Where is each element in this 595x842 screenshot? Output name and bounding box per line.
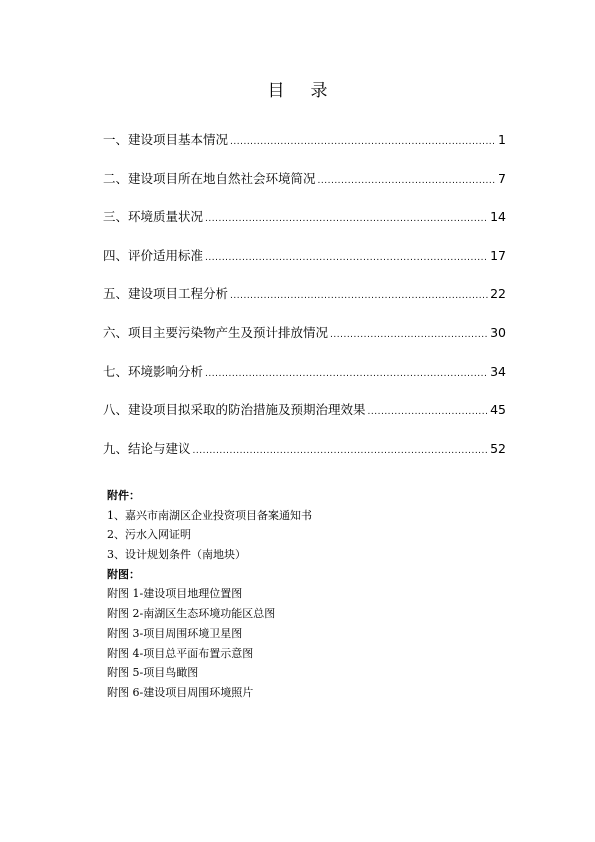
toc-entry-5[interactable] [103,284,506,304]
toc-entry-6[interactable] [103,323,506,343]
toc-entry-label: 八、建设项目拟采取的防治措施及预期治理效果 [103,402,366,418]
toc-leader-dots [230,137,496,147]
appendix-list [107,486,467,703]
toc-entry-7[interactable] [103,362,506,382]
toc-entry-label: 二、建设项目所在地自然社会环境简况 [103,170,316,186]
toc-entry-page: 30 [490,324,506,340]
figure-item: 附图 2-南湖区生态环境功能区总图 [107,607,276,621]
table-of-contents [103,130,506,477]
toc-entry-label: 三、环境质量状况 [103,209,204,225]
toc-entry-page: 34 [490,363,506,379]
figures-heading: 附图： [107,567,140,581]
figure-item: 附图 3-项目周围环境卫星图 [107,626,243,640]
toc-entry-label: 一、建设项目基本情况 [103,132,229,147]
attachment-item: 3、设计规划条件（南地块） [107,548,246,562]
attachment-item: 1、嘉兴市南湖区企业投资项目备案通知书 [107,508,312,522]
toc-entry-3[interactable] [103,207,506,227]
toc-entry-1[interactable] [103,130,506,150]
toc-entry-page: 52 [490,440,506,456]
toc-entry-page: 1 [498,132,506,147]
toc-entry-8[interactable] [103,400,506,420]
toc-leader-dots [318,176,497,186]
toc-entry-page: 22 [490,286,506,302]
toc-leader-dots [205,253,488,263]
toc-leader-dots [230,291,488,301]
figure-item: 附图 1-建设项目地理位置图 [107,587,243,601]
toc-leader-dots [205,369,488,379]
toc-entry-2[interactable] [103,169,506,189]
toc-entry-label: 七、环境影响分析 [103,363,204,379]
page-title [0,76,595,101]
toc-entry-4[interactable] [103,246,506,266]
toc-leader-dots [330,330,488,340]
attachment-item: 2、污水入网证明 [107,528,191,542]
toc-entry-label: 六、项目主要污染物产生及预计排放情况 [103,324,329,340]
toc-entry-label: 九、结论与建议 [103,440,191,456]
toc-entry-page: 17 [490,247,506,263]
figure-item: 附图 6-建设项目周围环境照片 [107,685,254,699]
toc-entry-page: 14 [490,209,506,225]
toc-entry-label: 四、评价适用标准 [103,247,204,263]
figure-item: 附图 4-项目总平面布置示意图 [107,646,254,660]
toc-leader-dots [193,446,489,456]
toc-leader-dots [205,214,488,224]
toc-leader-dots [368,407,489,417]
toc-entry-page: 45 [490,402,506,418]
toc-entry-page: 7 [498,170,506,186]
title-char-right: 录 [310,81,328,101]
attachments-heading: 附件： [107,489,140,502]
toc-entry-label: 五、建设项目工程分析 [103,286,229,302]
toc-entry-9[interactable] [103,439,506,459]
figure-item: 附图 5-项目鸟瞰图 [107,666,199,680]
title-char-left: 目 [267,81,285,101]
